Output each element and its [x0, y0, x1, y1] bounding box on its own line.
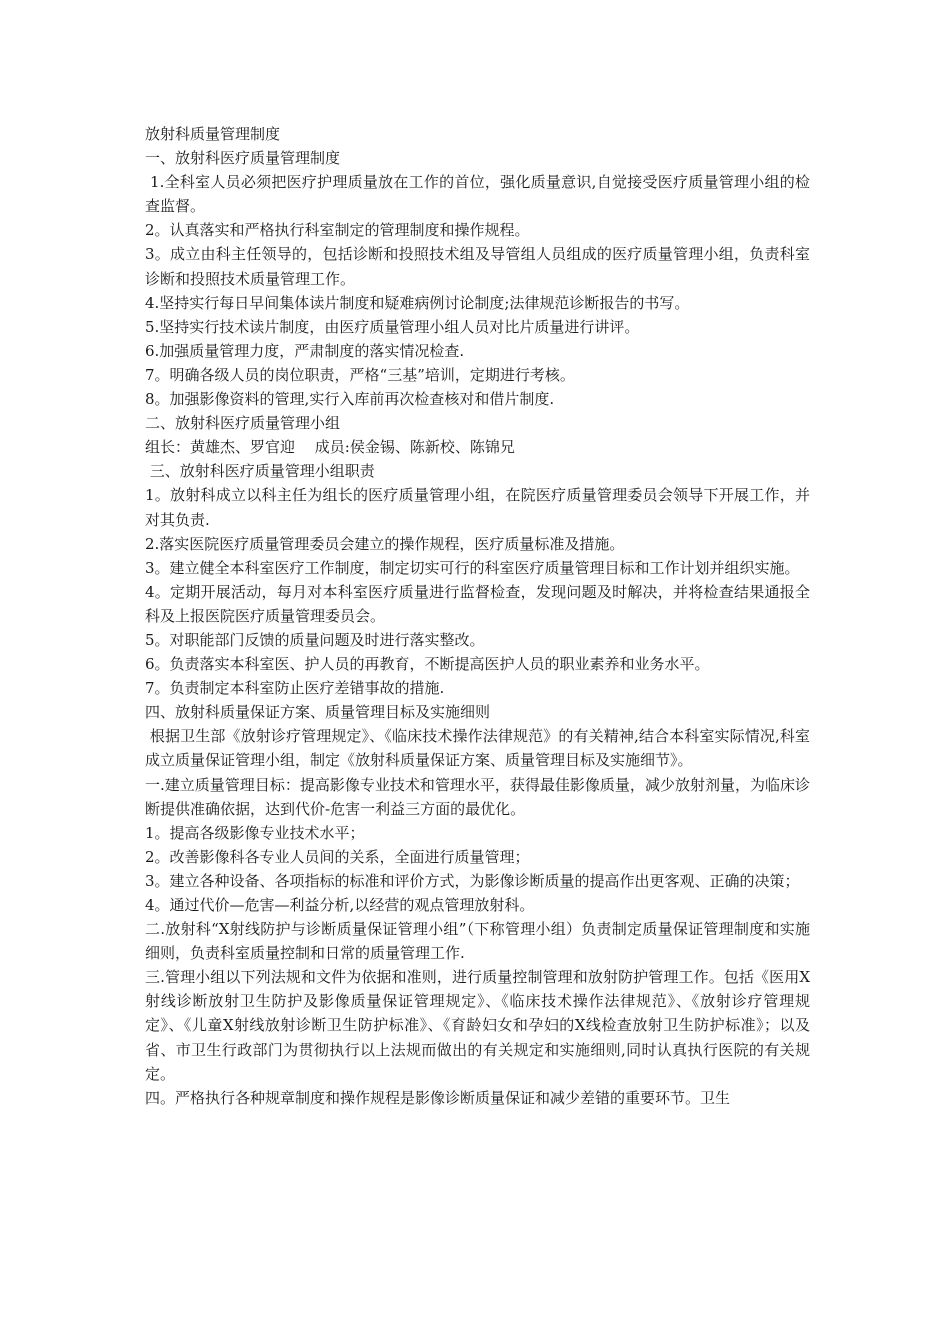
document-paragraph: 一、放射科医疗质量管理制度 — [145, 149, 341, 168]
document-paragraph: 组长：黄雄杰、罗官迎 成员:侯金锡、陈新校、陈锦兄 — [145, 438, 515, 457]
document-paragraph: 6。负责落实本科室医、护人员的再教育，不断提高医护人员的职业素养和业务水平。 — [145, 655, 710, 674]
document-paragraph: 一.建立质量管理目标：提高影像专业技术和管理水平，获得最佳影像质量，减少放射剂量，为临床诊断提供准确依据，达到代价-危害一利益三方面的最优化。 — [145, 775, 810, 818]
document-paragraph: 2。改善影像科各专业人员间的关系，全面进行质量管理； — [145, 847, 530, 866]
document-paragraph: 7。负责制定本科室防止医疗差错事故的措施. — [145, 679, 445, 698]
document-page — [145, 122, 810, 1110]
document-paragraph: 3。建立健全本科室医疗工作制度，制定切实可行的科室医疗质量管理目标和工作计划并组织实施。 — [145, 558, 800, 577]
document-title: 放射科质量管理制度 — [145, 125, 281, 143]
document-paragraph: 1.全科室人员必须把医疗护理质量放在工作的首位，强化质量意识,自觉接受医疗质量管理小组的检查监督。 — [145, 173, 810, 216]
document-paragraph: 二、放射科医疗质量管理小组 — [145, 414, 341, 433]
document-paragraph: 根据卫生部《放射诊疗管理规定》、《临床技术操作法律规范》的有关精神,结合本科室实际情况,科室成立质量保证管理小组，制定《放射科质量保证方案、质量管理目标及实施细节》。 — [145, 727, 810, 770]
document-paragraph: 3。建立各种设备、各项指标的标准和评价方式，为影像诊断质量的提高作出更客观、正确的决策； — [145, 871, 800, 890]
document-paragraph: 二.放射科“X射线防护与诊断质量保证管理小组”（下称管理小组）负责制定质量保证管理制度和实施细则，负责科室质量控制和日常的质量管理工作. — [145, 920, 810, 963]
document-paragraph: 2.落实医院医疗质量管理委员会建立的操作规程，医疗质量标准及措施。 — [145, 534, 625, 553]
document-paragraph: 4。定期开展活动，每月对本科室医疗质量进行监督检查，发现问题及时解决，并将检查结果通报全科及上报医院医疗质量管理委员会。 — [145, 582, 810, 625]
document-paragraph: 3。成立由科主任领导的，包括诊断和投照技术组及导管组人员组成的医疗质量管理小组，负责科室诊断和投照技术质量管理工作。 — [145, 245, 810, 288]
document-paragraph: 1。放射科成立以科主任为组长的医疗质量管理小组，在院医疗质量管理委员会领导下开展工作，并对其负责. — [145, 486, 810, 529]
document-paragraph: 1。提高各级影像专业技术水平； — [145, 823, 365, 842]
document-paragraph: 四、放射科质量保证方案、质量管理目标及实施细则 — [145, 703, 491, 722]
document-paragraph: 6.加强质量管理力度，严肃制度的落实情况检查. — [145, 341, 465, 360]
document-paragraph: 三、放射科医疗质量管理小组职责 — [145, 462, 375, 481]
document-paragraph: 5.坚持实行技术读片制度，由医疗质量管理小组人员对比片质量进行讲评。 — [145, 317, 640, 336]
document-paragraph: 4。通过代价—危害—利益分析,以经营的观点管理放射科。 — [145, 896, 535, 914]
document-paragraph: 8。加强影像资料的管理,实行入库前再次检查核对和借片制度. — [145, 390, 555, 409]
document-paragraph: 7。明确各级人员的岗位职责，严格“三基”培训，定期进行考核。 — [145, 365, 575, 384]
document-paragraph: 5。对职能部门反馈的质量问题及时进行落实整改。 — [145, 630, 485, 649]
document-paragraph: 2。认真落实和严格执行科室制定的管理制度和操作规程。 — [145, 221, 530, 240]
document-paragraph: 四。严格执行各种规章制度和操作规程是影像诊断质量保证和减少差错的重要环节。卫生 — [145, 1088, 731, 1107]
document-paragraph: 4.坚持实行每日早间集体读片制度和疑难病例讨论制度;法律规范诊断报告的书写。 — [145, 293, 690, 312]
document-body — [145, 146, 810, 1110]
document-paragraph: 三.管理小组以下列法规和文件为依据和准则，进行质量控制管理和放射防护管理工作。包括《医用X射线诊断放射卫生防护及影像质量保证管理规定》、《临床技术操作法律规范》、《放射诊疗管理规定》、《儿童X射线放射诊断卫生防护标准》、《育龄妇女和孕妇的X线检查放射卫生防护标准》；以及省、市卫生行政部门为贯彻执行以上法规而做出的有关规定和实施细则,同时认真执行医院的有关规定。 — [145, 968, 810, 1083]
